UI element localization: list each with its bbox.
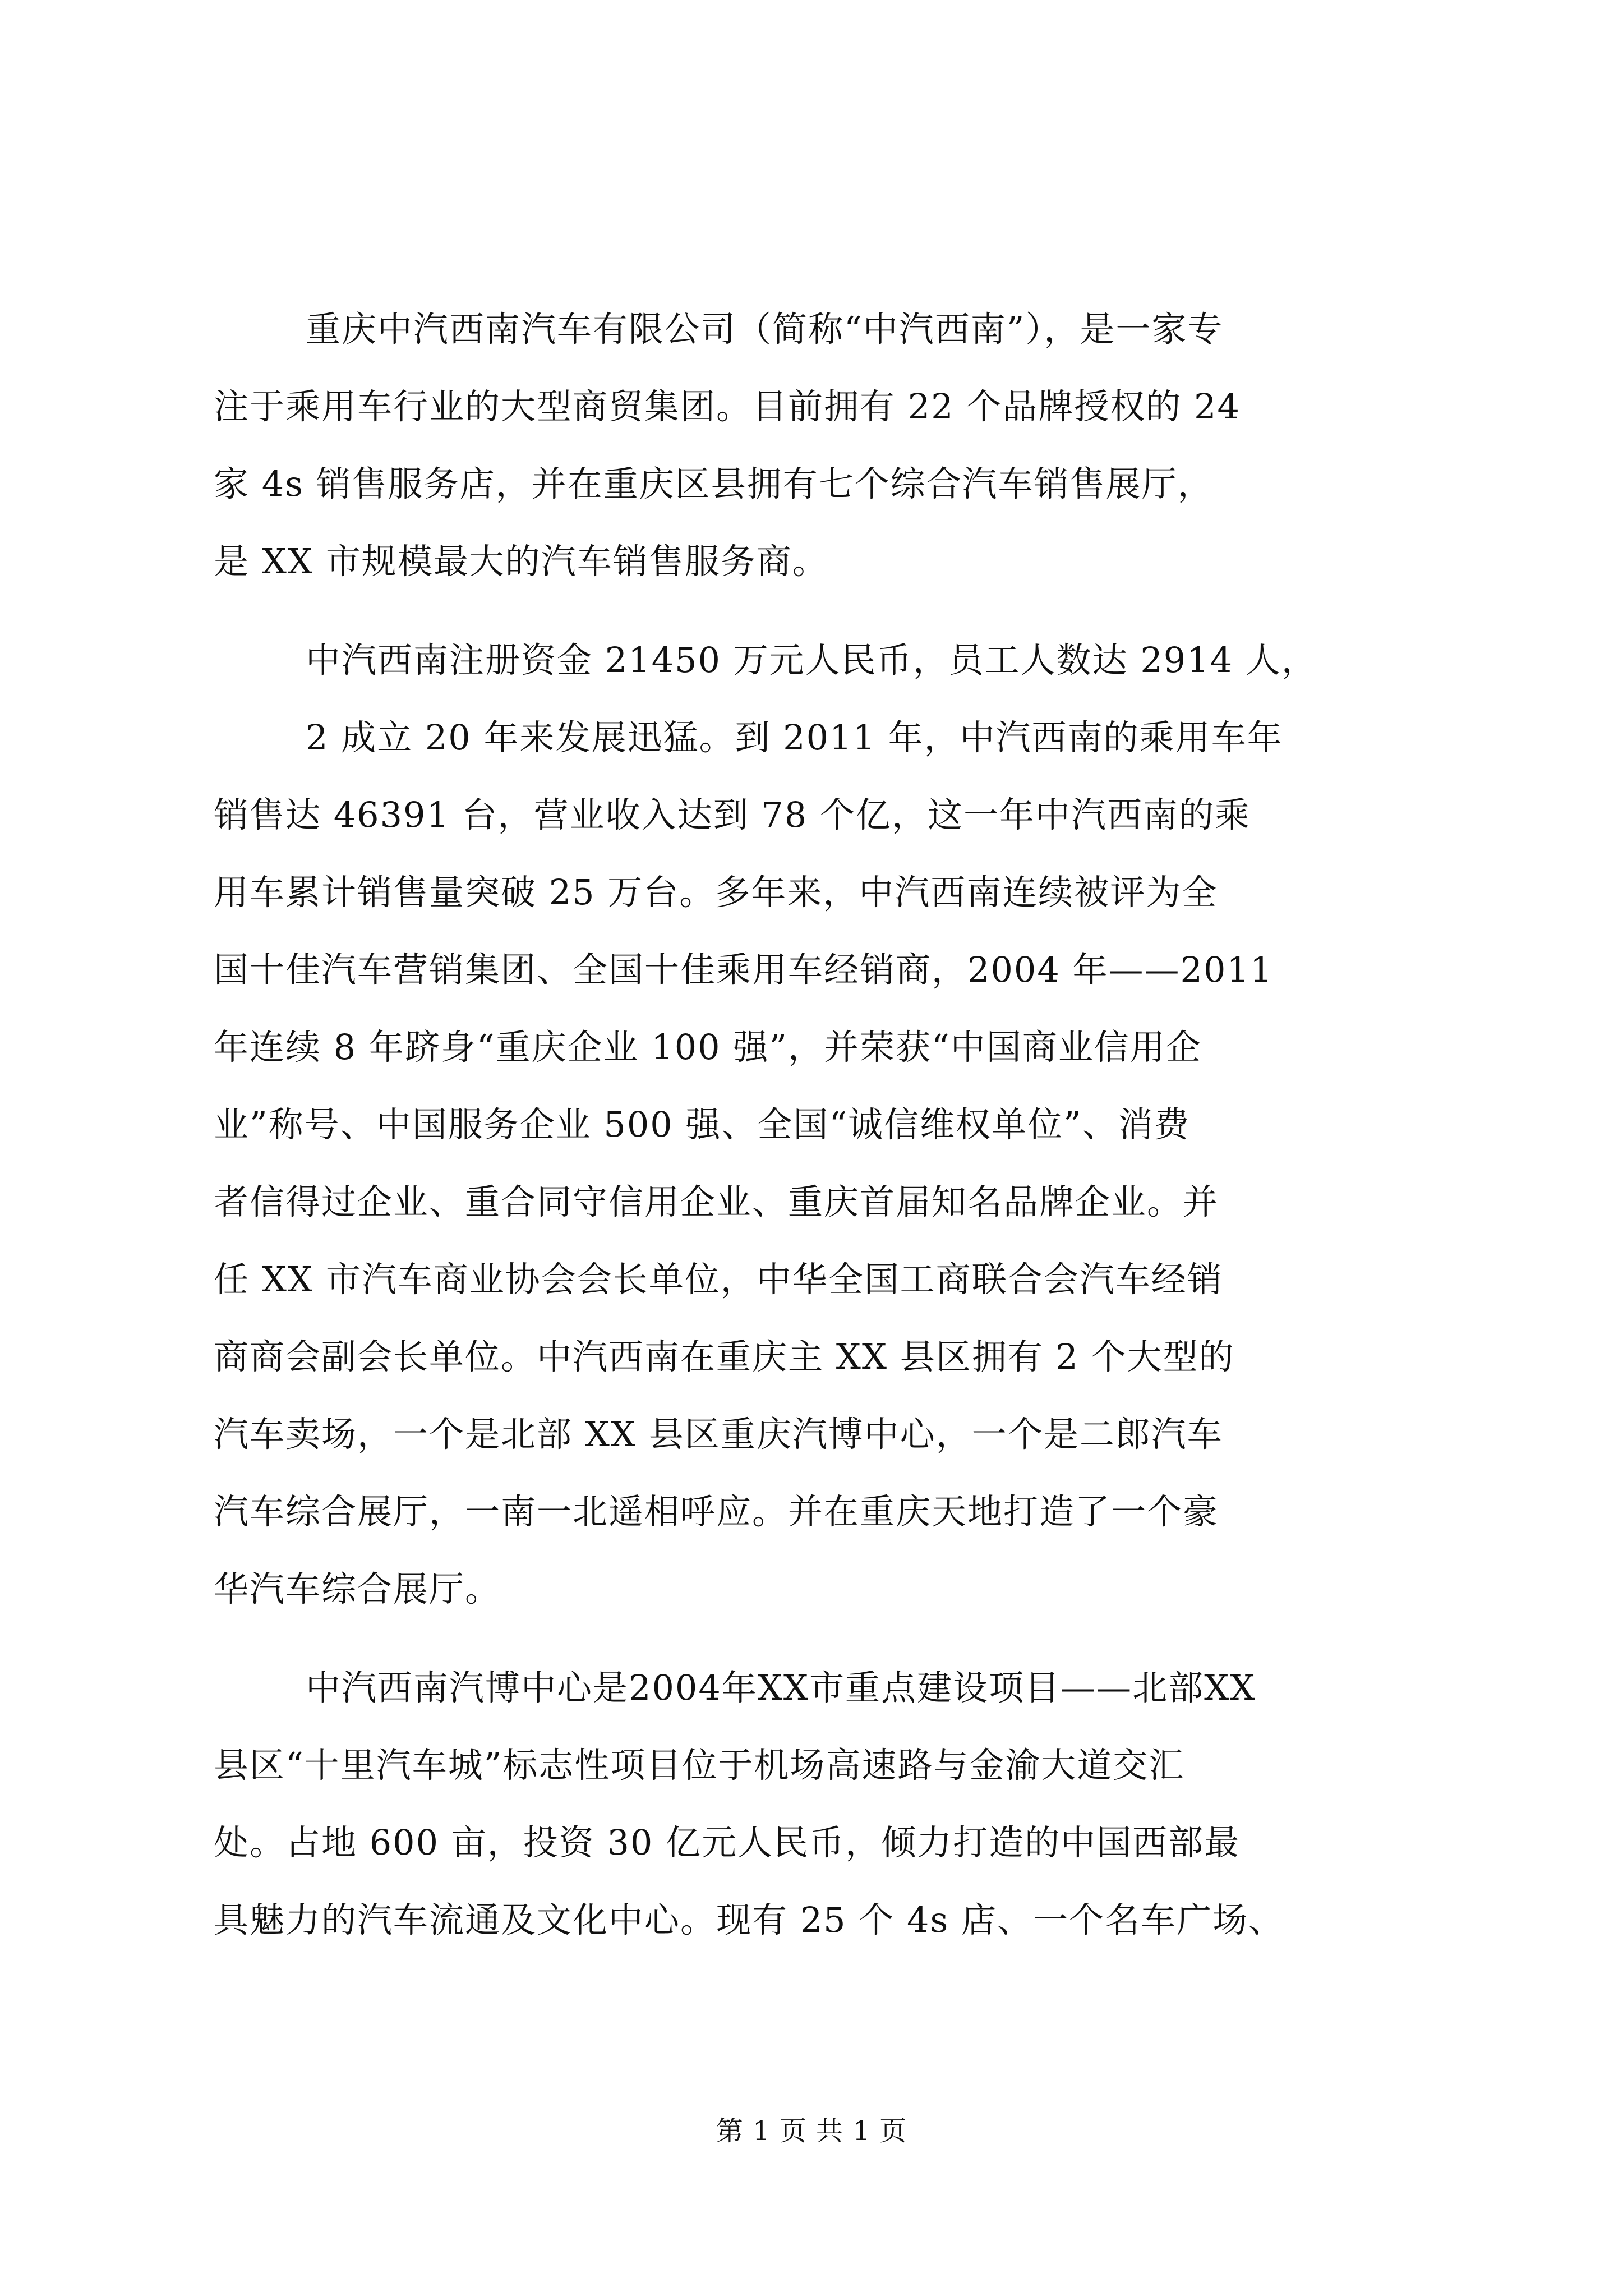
paragraph-2-line-6: 年连续 8 年跻身“重庆企业 100 强”，并荣获“中国商业信用企 xyxy=(214,1027,1202,1068)
paragraph-1-line-2: 注于乘用车行业的大型商贸集团。目前拥有 22 个品牌授权的 24 xyxy=(214,386,1241,427)
paragraph-2-line-8: 者信得过企业、重合同守信用企业、重庆首届知名品牌企业。并 xyxy=(214,1181,1219,1222)
paragraph-1-line-3: 家 4s 销售服务店，并在重庆区县拥有七个综合汽车销售展厅， xyxy=(214,463,1214,504)
paragraph-2-line-12: 汽车综合展厅，一南一北遥相呼应。并在重庆天地打造了一个豪 xyxy=(214,1491,1219,1532)
paragraph-2-line-1: 中汽西南注册资金 21450 万元人民币，员工人数达 2914 人， xyxy=(306,639,1317,680)
paragraph-2-line-3: 销售达 46391 台，营业收入达到 78 个亿，这一年中汽西南的乘 xyxy=(214,794,1251,835)
page-footer: 第 1 页 共 1 页 xyxy=(716,2115,907,2147)
paragraph-3-line-4: 具魅力的汽车流通及文化中心。现有 25 个 4s 店、一个名车广场、 xyxy=(214,1899,1284,1940)
paragraph-1-line-4: 是 XX 市规模最大的汽车销售服务商。 xyxy=(214,541,828,582)
paragraph-3-line-3: 处。占地 600 亩，投资 30 亿元人民币，倾力打造的中国西部最 xyxy=(214,1822,1241,1863)
paragraph-2-line-2: 2 成立 20 年来发展迅猛。到 2011 年，中汽西南的乘用车年 xyxy=(306,717,1283,758)
paragraph-2-line-10: 商商会副会长单位。中汽西南在重庆主 XX 县区拥有 2 个大型的 xyxy=(214,1336,1235,1377)
paragraph-3-line-1: 中汽西南汽博中心是2004年XX市重点建设项目——北部XX xyxy=(306,1667,1256,1708)
paragraph-2-line-5: 国十佳汽车营销集团、全国十佳乘用车经销商，2004 年——2011 xyxy=(214,949,1274,990)
paragraph-2-line-9: 任 XX 市汽车商业协会会长单位，中华全国工商联合会汽车经销 xyxy=(214,1259,1223,1300)
paragraph-2-line-4: 用车累计销售量突破 25 万台。多年来，中汽西南连续被评为全 xyxy=(214,872,1218,913)
paragraph-2-line-13: 华汽车综合展厅。 xyxy=(214,1568,501,1609)
paragraph-2-line-11: 汽车卖场，一个是北部 XX 县区重庆汽博中心，一个是二郎汽车 xyxy=(214,1414,1223,1455)
paragraph-3-line-2: 县区“十里汽车城”标志性项目位于机场高速路与金渝大道交汇 xyxy=(214,1745,1185,1786)
paragraph-1-line-1: 重庆中汽西南汽车有限公司（简称“中汽西南”），是一家专 xyxy=(306,309,1224,349)
paragraph-2-line-7: 业”称号、中国服务企业 500 强、全国“诚信维权单位”、消费 xyxy=(214,1104,1190,1145)
